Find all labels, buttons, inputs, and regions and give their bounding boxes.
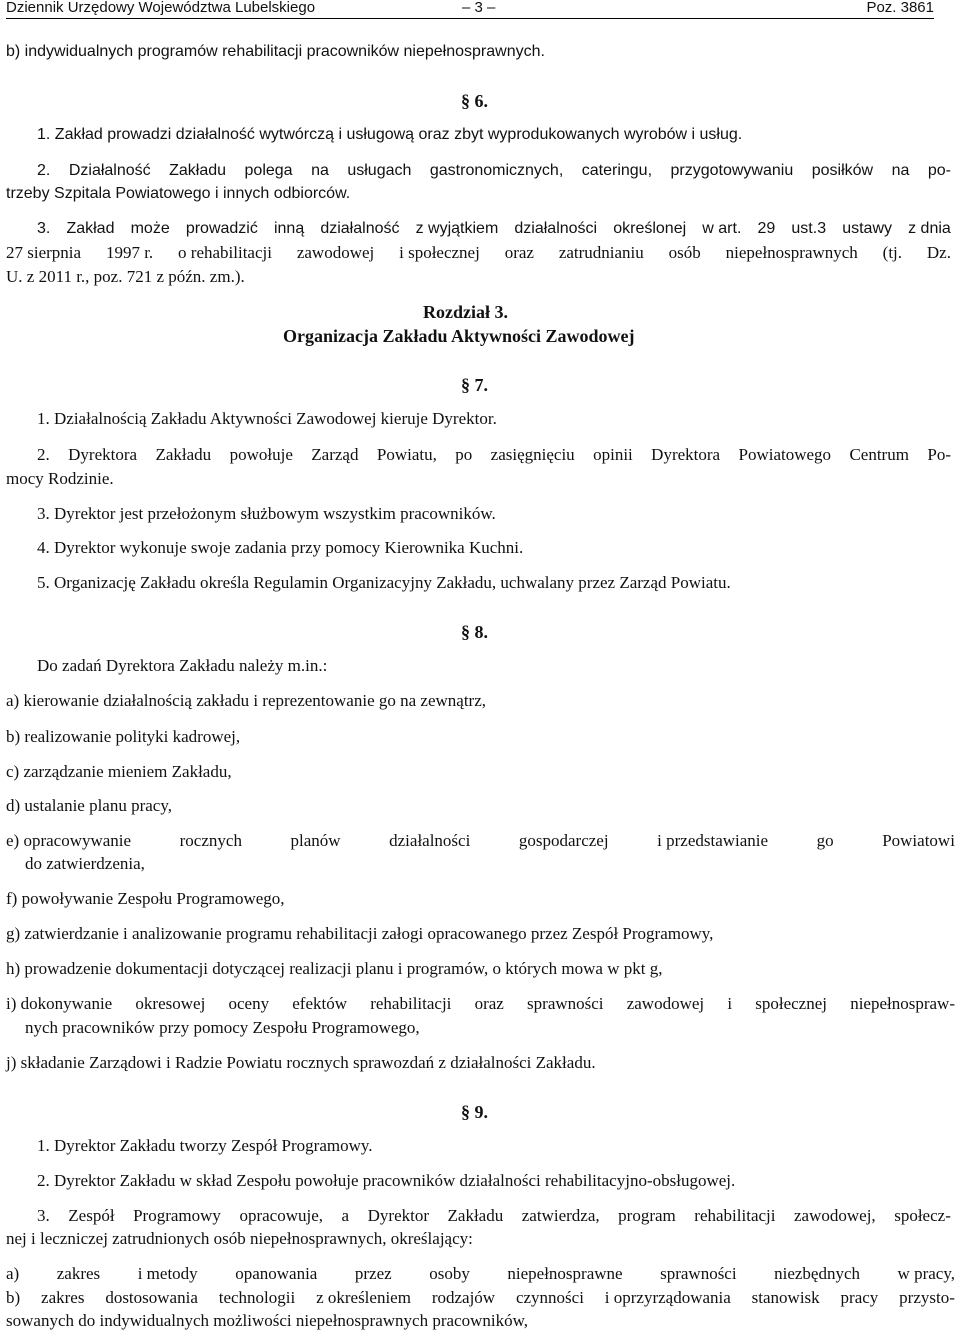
word: z dnia [908,220,951,237]
par9-item-b-line1 [6,1287,955,1309]
word: Dyrektora [68,445,138,464]
word: zawodowej [626,994,705,1013]
word: Dyrektor [367,1206,429,1225]
word: zawodowej, [794,1206,876,1225]
word: ustawy [842,220,892,237]
word: opanowania [235,1264,318,1283]
word: niepełnospraw- [850,994,955,1013]
item-b-text: b) indywidualnych programów rehabilitacji pracowników niepełnosprawnych. [6,43,545,60]
word: w pracy, [897,1264,955,1283]
par7-point-5: 5. Organizację Zakładu określa Regulamin Organizacyjny Zakładu, uchwalany przez Zarząd Powiatu. [37,573,731,592]
par9-point-3-line1 [37,1205,951,1227]
word: Powiatu, [376,445,437,464]
par9-item-a [6,1263,955,1285]
word: Powiatowego [738,445,832,464]
word: oraz [504,243,534,262]
word: przygotowywaniu [670,162,794,179]
word: osoby [429,1264,470,1283]
par6-point-3-line3: U. z 2011 r., poz. 721 z późn. zm.). [6,267,245,286]
par7-point-3: 3. Dyrektor jest przełożonym służbowym wszystkim pracowników. [37,504,496,523]
word: usługach [347,162,412,179]
paragraph-6-mark: § 6. [461,91,488,111]
word: a) [6,1264,20,1283]
par7-point-2-line1 [37,444,951,466]
paragraph-9-mark: § 9. [461,1102,488,1122]
word: działalności [514,220,598,237]
word: a [341,1206,350,1225]
word: b) [6,1288,21,1307]
word: niezbędnych [774,1264,861,1283]
par8-item-i-line1 [6,993,955,1015]
par8-item-h: h) prowadzenie dokumentacji dotyczącej realizacji planu i programów, o których mowa w pkt g, [6,959,663,978]
journal-title: Dziennik Urzędowy Województwa Lubelskiego [6,0,316,16]
word: gospodarczej [518,831,609,850]
word: e) opracowywanie [6,831,132,850]
par8-intro: Do zadań Dyrektora Zakładu należy m.in.: [37,656,328,675]
page-number: – 3 – [462,0,496,16]
word: 27 sierpnia [6,243,82,262]
word: może [130,220,170,237]
word: zatrudnianiu [558,243,644,262]
word: go [816,831,834,850]
word: niepełnosprawne [507,1264,623,1283]
word: po- [927,162,951,179]
par9-item-b-line2: sowanych do indywidualnych możliwości niepełnosprawnych pracowników, [6,1311,529,1330]
par8-item-c: c) zarządzanie mieniem Zakładu, [6,762,232,781]
par7-point-4: 4. Dyrektor wykonuje swoje zadania przy pomocy Kierownika Kuchni. [37,538,524,557]
par6-point-2-line1 [37,160,951,182]
word: z określeniem [316,1288,411,1307]
word: działalności [389,831,471,850]
word: rehabilitacji [370,994,452,1013]
word: społecznej [755,994,827,1013]
paragraph-7-mark: § 7. [461,375,488,395]
word: rocznych [179,831,242,850]
word: i [727,994,733,1013]
word: oceny [228,994,270,1013]
word: i oprzyrządowania [604,1288,731,1307]
word: na [311,162,329,179]
word: i przedstawianie [657,831,769,850]
word: Zakładu [447,1206,504,1225]
word: pracy [840,1288,879,1307]
word: planów [290,831,341,850]
par7-point-1: 1. Działalnością Zakładu Aktywności Zawodowej kieruje Dyrektor. [37,409,497,428]
word: dostosowania [105,1288,198,1307]
word: Programowy [133,1206,221,1225]
par8-item-j: j) składanie Zarządowi i Radzie Powiatu rocznych sprawozdań z działalności Zakładu. [6,1053,596,1072]
word: efektów [292,994,348,1013]
par6-point-1: 1. Zakład prowadzi działalność wytwórczą i usługową oraz zbyt wyprodukowanych wyrobów i usług. [37,126,743,143]
word: powołuje [229,445,293,464]
par6-point-2-line2: trzeby Szpitala Powiatowego i innych odbiorców. [6,185,351,202]
par9-point-3-line2: nej i leczniczej zatrudnionych osób niepełnosprawnych, określający: [6,1229,473,1248]
word: zakres [41,1288,85,1307]
word: okresowej [135,994,206,1013]
word: Działalność [68,162,151,179]
word: Zakładu [155,445,212,464]
chapter-number: Rozdział 3. [423,302,508,322]
par8-item-i-line2: nych pracowników przy pomocy Zespołu Programowego, [25,1018,420,1037]
word: zasięgnięciu [490,445,575,464]
word: stanowisk [751,1288,820,1307]
word: Po- [927,445,951,464]
word: i metody [137,1264,198,1283]
word: oraz [474,994,504,1013]
word: 3. [37,220,51,237]
word: społecz- [894,1206,951,1225]
word: opracowuje, [239,1206,324,1225]
word: cateringu, [581,162,653,179]
word: po [455,445,473,464]
word: Zakład [66,220,115,237]
paragraph-8-mark: § 8. [461,622,488,642]
word: zatwierdza, [521,1206,600,1225]
par9-point-1: 1. Dyrektor Zakładu tworzy Zespół Programowy. [37,1136,373,1155]
word: działalność [320,220,400,237]
word: technologii [218,1288,296,1307]
word: osób [668,243,701,262]
par9-point-2: 2. Dyrektor Zakładu w skład Zespołu powołuje pracowników działalności rehabilitacyjno-obsługowej. [37,1171,736,1190]
par8-item-e-line2: do zatwierdzenia, [25,854,145,873]
par6-point-3-line1 [37,218,951,240]
position-number: Poz. 3861 [866,0,934,16]
word: polega [244,162,293,179]
word: o rehabilitacji [178,243,272,262]
word: określonej [613,220,687,237]
word: 2. [37,445,50,464]
word: rodzajów [431,1288,496,1307]
word: Zarząd [311,445,359,464]
word: 29 [757,220,776,237]
word: sprawności [660,1264,737,1283]
word: Powiatowi [882,831,955,850]
par8-item-a: a) kierowanie działalnością zakładu i reprezentowanie go na zewnątrz, [6,691,487,710]
page-header [6,0,934,19]
par8-item-f: f) powoływanie Zespołu Programowego, [6,889,285,908]
word: opinii [593,445,633,464]
word: ust.3 [791,220,827,237]
word: Dz. [926,243,951,262]
word: program [618,1206,676,1225]
par8-item-g: g) zatwierdzanie i analizowanie programu rehabilitacji załogi opracowanego przez Zespół Programowy, [6,924,714,943]
word: rehabilitacji [694,1206,776,1225]
word: (tj. [882,243,903,262]
word: 2. [37,162,51,179]
word: niepełnosprawnych [725,243,858,262]
word: zakres [56,1264,101,1283]
par8-item-e-line1 [6,830,955,852]
word: inną [273,220,305,237]
word: Centrum [849,445,909,464]
word: w art. [702,220,742,237]
word: 3. [37,1206,50,1225]
word: gastronomicznych, [429,162,564,179]
par8-item-b: b) realizowanie polityki kadrowej, [6,727,241,746]
word: czynności [515,1288,584,1307]
word: Zakładu [169,162,227,179]
word: na [891,162,910,179]
par7-point-2-line2: mocy Rodzinie. [6,469,114,488]
word: 1997 r. [105,243,154,262]
word: i) dokonywanie [6,994,113,1013]
par6-point-3-line2 [6,242,951,264]
word: z wyjątkiem [415,220,499,237]
word: Zespół [68,1206,115,1225]
word: zawodowej [296,243,375,262]
word: przysto- [899,1288,955,1307]
chapter-title: Organizacja Zakładu Aktywności Zawodowej [283,326,635,346]
word: Dyrektora [651,445,721,464]
par8-item-d: d) ustalanie planu pracy, [6,796,172,815]
word: posiłków [811,162,874,179]
word: sprawności [527,994,604,1013]
word: przez [354,1264,392,1283]
word: i społecznej [399,243,480,262]
word: prowadzić [185,220,258,237]
